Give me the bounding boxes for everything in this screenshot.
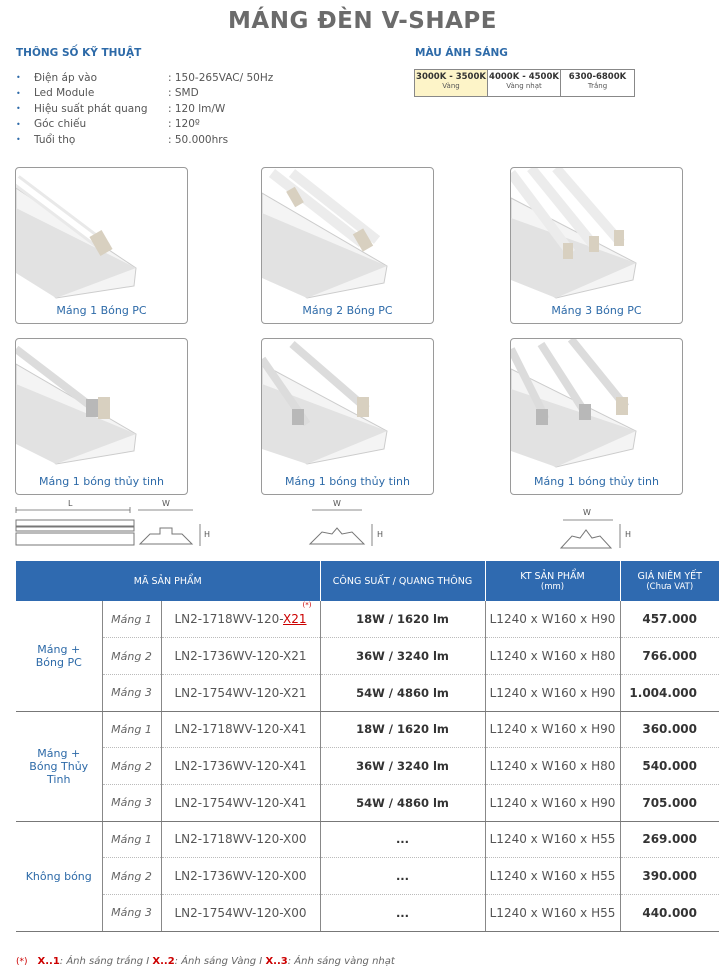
spec-label: Điện áp vào [34, 71, 98, 84]
height-label: H [377, 530, 384, 539]
power-value: 54W / 4860 lm [320, 784, 485, 821]
size-value: L1240 x W160 x H90 [485, 674, 620, 711]
size-value: L1240 x W160 x H55 [485, 895, 620, 932]
bullet-icon: • [16, 135, 21, 145]
header-product-code: MÃ SẢN PHẨM [16, 561, 320, 601]
header-price-label: GIÁ NIÊM YẾT [637, 570, 702, 582]
product-label: Máng 1 bóng thủy tinh [285, 475, 410, 488]
product-card [510, 338, 683, 495]
page-title: MÁNG ĐÈN V-SHAPE [228, 8, 497, 34]
group-label-line1: Không bóng [25, 869, 92, 883]
header-size-unit: (mm) [540, 581, 565, 592]
power-value: ... [320, 895, 485, 932]
spec-value: : 150-265VAC/ 50Hz [168, 71, 274, 84]
bullet-icon: • [16, 73, 21, 83]
table-row [16, 858, 719, 895]
fixture-type: Máng 3 [102, 784, 161, 821]
product-label: Máng 2 Bóng PC [302, 304, 393, 317]
fixture-2-tube-image [262, 168, 434, 324]
product-code: LN2-1736WV-120-X41 [161, 748, 320, 785]
power-value: 18W / 1620 lm [320, 711, 485, 748]
footnote-text: : Ánh sáng Vàng I [174, 956, 266, 967]
bullet-icon: • [16, 104, 21, 114]
table-row [16, 601, 719, 638]
spec-row [16, 117, 308, 133]
light-range: 4000K - 4500K [489, 72, 559, 82]
footnote-code: X..3 [265, 956, 288, 967]
fixture-type: Máng 1 [102, 711, 161, 748]
footnote-text: : Ánh sáng trắng I [59, 956, 153, 967]
product-code: LN2-1754WV-120-X41 [161, 784, 320, 821]
light-name: Vàng [442, 82, 460, 90]
specs-list [16, 70, 308, 148]
product-card [510, 167, 683, 324]
light-name: Vàng nhạt [506, 82, 542, 90]
fixture-type: Máng 2 [102, 748, 161, 785]
price-table [16, 561, 719, 932]
spec-row [16, 86, 308, 102]
light-color-cell [488, 70, 561, 96]
light-color-cell [561, 70, 634, 96]
spec-row [16, 101, 308, 117]
footnote-code: X..2 [152, 956, 175, 967]
specs-heading: THÔNG SỐ KỸ THUẬT [16, 47, 142, 59]
bullet-icon: • [16, 88, 21, 98]
product-code: LN2-1736WV-120-X00 [161, 858, 320, 895]
power-value: ... [320, 821, 485, 858]
dimension-diagram [0, 498, 725, 558]
product-code: LN2-1718WV-120-X41 [161, 711, 320, 748]
spec-value: : SMD [168, 87, 199, 100]
height-label: H [625, 530, 632, 539]
size-value: L1240 x W160 x H90 [485, 711, 620, 748]
light-name: Trắng [587, 82, 608, 90]
footnote-code: X..1 [37, 956, 60, 967]
product-card [15, 338, 188, 495]
dimension-drawings [0, 498, 725, 558]
fixture-1-tube-image [16, 168, 188, 324]
table-row [16, 638, 719, 675]
header-size-label: KT SẢN PHẨM [520, 570, 585, 582]
group-label [16, 601, 102, 711]
light-color-cell [415, 70, 488, 96]
power-value: 36W / 3240 lm [320, 748, 485, 785]
power-value: 36W / 3240 lm [320, 638, 485, 675]
group-label [16, 711, 102, 821]
size-value: L1240 x W160 x H90 [485, 601, 620, 638]
group-label-line2: Bóng Thủy Tinh [29, 759, 89, 786]
power-value: 54W / 4860 lm [320, 674, 485, 711]
table-row [16, 748, 719, 785]
price-value: 457.000 [620, 601, 719, 638]
spec-value: : 50.000hrs [168, 133, 229, 146]
table-row [16, 895, 719, 932]
group-label-line1: Máng + [37, 642, 81, 656]
table-row [16, 784, 719, 821]
footnote-text: : Ánh sáng vàng nhạt [287, 956, 395, 967]
fixture-type: Máng 2 [102, 858, 161, 895]
table-row [16, 674, 719, 711]
price-value: 360.000 [620, 711, 719, 748]
price-value: 705.000 [620, 784, 719, 821]
group-label-line2: Bóng PC [35, 655, 82, 669]
header-price-note: (Chưa VAT) [646, 581, 694, 592]
fixture-3-glass-tube-image [511, 339, 683, 495]
price-value: 540.000 [620, 748, 719, 785]
size-value: L1240 x W160 x H55 [485, 858, 620, 895]
header-power: CÔNG SUẤT / QUANG THÔNG [320, 561, 485, 601]
fixture-2-glass-tube-image [262, 339, 434, 495]
product-code [161, 601, 320, 638]
product-label: Máng 1 Bóng PC [56, 304, 147, 317]
price-value: 1.004.000 [620, 674, 719, 711]
product-code-base: LN2-1718WV-120- [174, 612, 283, 627]
light-range: 6300-6800K [568, 72, 627, 82]
product-code: LN2-1718WV-120-X00 [161, 821, 320, 858]
product-code: LN2-1736WV-120-X21 [161, 638, 320, 675]
width-label: W [333, 499, 341, 508]
light-range: 3000K - 3500K [416, 72, 486, 82]
size-value: L1240 x W160 x H80 [485, 638, 620, 675]
spec-value: : 120 lm/W [168, 102, 226, 115]
price-value: 269.000 [620, 821, 719, 858]
size-value: L1240 x W160 x H55 [485, 821, 620, 858]
spec-label: Hiệu suất phát quang [34, 102, 148, 115]
height-label: H [204, 530, 211, 539]
table-row [16, 821, 719, 858]
spec-label: Góc chiếu [34, 118, 87, 131]
product-label: Máng 3 Bóng PC [551, 304, 642, 317]
fixture-1-glass-tube-image [16, 339, 188, 495]
spec-label: Tuổi thọ [34, 133, 76, 146]
product-code: LN2-1754WV-120-X21 [161, 674, 320, 711]
spec-row [16, 70, 308, 86]
power-value: 18W / 1620 lm [320, 601, 485, 638]
width-label: W [583, 508, 591, 517]
header-price [620, 561, 719, 601]
power-value: ... [320, 858, 485, 895]
footnote-marker: (*) [16, 957, 28, 967]
product-card [15, 167, 188, 324]
product-code: LN2-1754WV-120-X00 [161, 895, 320, 932]
header-size [485, 561, 620, 601]
length-label: L [68, 499, 73, 508]
product-card [261, 338, 434, 495]
spec-label: Led Module [34, 87, 95, 100]
fixture-type: Máng 2 [102, 638, 161, 675]
price-value: 766.000 [620, 638, 719, 675]
fixture-type: Máng 1 [102, 821, 161, 858]
fixture-type: Máng 1 [102, 601, 161, 638]
price-value: 440.000 [620, 895, 719, 932]
price-value: 390.000 [620, 858, 719, 895]
light-color-table [414, 69, 635, 97]
size-value: L1240 x W160 x H80 [485, 748, 620, 785]
product-card [261, 167, 434, 324]
suffix-ref: X21 [283, 612, 307, 627]
table-row [16, 711, 719, 748]
size-value: L1240 x W160 x H90 [485, 784, 620, 821]
spec-value: : 120º [168, 118, 200, 131]
light-color-heading: MÀU ÁNH SÁNG [415, 47, 508, 59]
fixture-3-tube-image [511, 168, 683, 324]
product-code-suffix [283, 601, 312, 627]
fixture-type: Máng 3 [102, 674, 161, 711]
group-label-line1: Máng + [37, 746, 81, 760]
product-label: Máng 1 bóng thủy tinh [534, 475, 659, 488]
fixture-type: Máng 3 [102, 895, 161, 932]
table-header-row [16, 561, 719, 601]
width-label: W [162, 499, 170, 508]
group-label [16, 821, 102, 931]
spec-row [16, 132, 308, 148]
product-label: Máng 1 bóng thủy tinh [39, 475, 164, 488]
footnote [16, 956, 395, 967]
footnote-marker: (*) [302, 601, 312, 610]
bullet-icon: • [16, 119, 21, 129]
